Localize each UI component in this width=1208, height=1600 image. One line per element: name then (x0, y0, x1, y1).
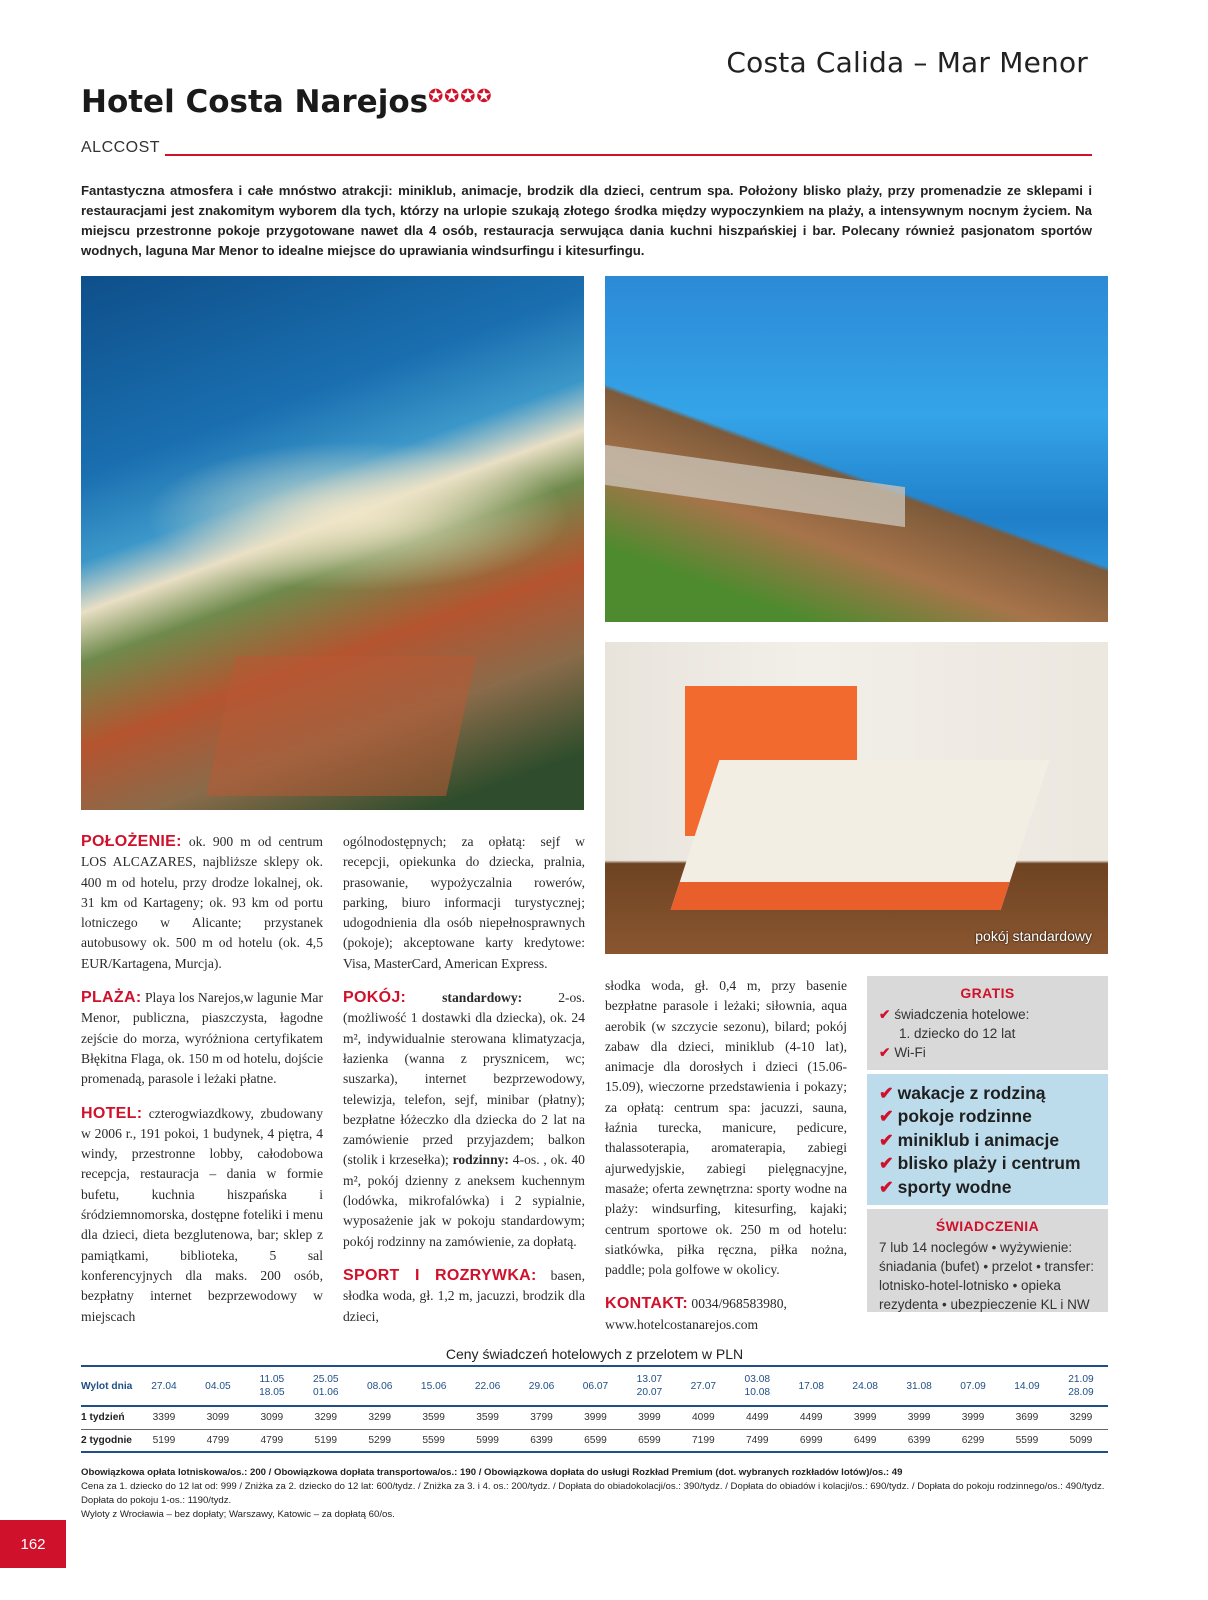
price-cell: 3599 (407, 1406, 461, 1429)
description-column-3 (605, 976, 847, 1349)
contact-section (605, 1294, 847, 1335)
price-cell: 5999 (461, 1429, 515, 1452)
price-cell: 7199 (676, 1429, 730, 1452)
location-text: ok. 900 m od centrum LOS ALCAZARES, najbliższe sklepy ok. 400 m od hotelu, przy drodze lokalnej, ok. 31 km od Kartageny; ok. 93 km od portu lotniczego w Alicante; przystanek autobusowy ok. 500 m od hotelu (ok. 4,5 EUR/Kartagena, Murcja). (81, 834, 323, 971)
price-row (81, 1429, 1108, 1452)
price-table-title: Ceny świadczeń hotelowych z przelotem w PLN (445, 1346, 744, 1362)
note-line-1: Obowiązkowa opłata lotniskowa/os.: 200 / Obowiązkowa dopłata transportowa/os.: 190 / Obowiązkowa dopłata do usługi Rozkład Premium (dot. wybranych rozkładów lotów)/os.: 49 (81, 1467, 903, 1478)
services-text: 7 lub 14 noclegów • wyżywienie: śniadania (bufet) • przelot • transfer: lotnisko-hotel-lotnisko • opieka rezydenta • ubezpieczenie KL i NW (879, 1240, 1095, 1312)
sport-section-continued: słodka woda, gł. 0,4 m, przy basenie bezpłatne parasole i leżaki; siłownia, aqua aerobik (w szczycie sezonu), bilard; pokój zabaw dla dzieci, miniklub (4-10 lat), animacje dla dorosłych i dzieci (15.06-15.09), wieczorne przedstawienia i pokazy; za opłatą: centrum spa: jacuzzi, sauna, łaźnia turecka, manicure, pedicure, thalassoterapia, aromaterapia, zabiegi ajurwedyjskie, zabiegi pielęgnacyjne, masaże; oferta zewnętrzna: sporty wodne na plaży: windsurfing, kitesurfing, kajaki; centrum sportowe ok. 250 m od hotelu: siatkówka, piłka ręczna, piłka nożna, paddle; pola golfowe w okolicy. (605, 978, 847, 1278)
departure-date: 24.08 (852, 1380, 878, 1392)
pool-photo (605, 276, 1108, 622)
price-table (81, 1365, 1108, 1453)
price-cell: 7499 (730, 1429, 784, 1452)
features-box (867, 1074, 1108, 1205)
feature-label: wakacje z rodziną (897, 1083, 1046, 1103)
checkmark-icon: ✔ (879, 1106, 894, 1127)
gratis-heading: GRATIS (960, 985, 1015, 1001)
room-photo-caption: pokój standardowy (975, 928, 1092, 944)
room-standard-label: standardowy: (442, 990, 523, 1006)
gratis-line-2: 1. dziecko do 12 lat (899, 1026, 1016, 1041)
departure-date: 27.04 (151, 1380, 177, 1392)
price-notes (81, 1466, 1108, 1522)
hotel-label: HOTEL: (81, 1104, 143, 1122)
gratis-box (867, 976, 1108, 1070)
price-table-body (81, 1406, 1108, 1452)
price-cell: 5199 (299, 1429, 353, 1452)
departure-date-header (191, 1366, 245, 1406)
departure-date-header (299, 1366, 353, 1406)
departure-date-header (838, 1366, 892, 1406)
title-divider (165, 154, 1092, 156)
departure-date-header (622, 1366, 676, 1406)
gratis-line-3: Wi-Fi (894, 1045, 926, 1060)
departure-date-header (1000, 1366, 1054, 1406)
sport-section (343, 1266, 585, 1327)
price-cell: 6399 (515, 1429, 569, 1452)
room-standard-text: 2-os. (możliwość 1 dostawki dla dziecka), ok. 24 m², indywidualnie sterowana klimatyzacja, łazienka (wanna z prysznicem, wc; suszarka), internet bezprzewodowy, telewizja, telefon, sejf, minibar (płatny); bezpłatne łóżeczko dla dziecka do 2 lat na zamówienie przed przyjazdem; balkon (stolik i krzesełka); (343, 990, 585, 1168)
departure-date-header (515, 1366, 569, 1406)
departure-date: 17.08 (798, 1380, 824, 1392)
sport-label: SPORT I ROZRYWKA: (343, 1266, 537, 1284)
star-rating-icon: ✪✪✪✪ (428, 86, 493, 107)
departure-date: 29.06 (528, 1380, 555, 1392)
feature-label: sporty wodne (897, 1176, 1012, 1197)
gratis-line-1: świadczenia hotelowe: (894, 1007, 1030, 1022)
feature-item (879, 1152, 1096, 1175)
checkmark-icon: ✔ (879, 1045, 891, 1060)
feature-item (879, 1176, 1096, 1199)
checkmark-icon: ✔ (879, 1083, 894, 1103)
bed-shape (671, 760, 1050, 910)
price-cell: 3999 (622, 1406, 676, 1429)
description-column-2 (343, 832, 585, 1341)
room-section (343, 988, 585, 1252)
stay-length-label: 1 tydzień (81, 1406, 137, 1429)
room-family-label: rodzinny: (452, 1152, 509, 1168)
departure-date-header (353, 1366, 407, 1406)
price-cell: 6599 (569, 1429, 623, 1452)
page-number: 162 (0, 1520, 66, 1568)
price-cell: 3999 (569, 1406, 623, 1429)
room-label: POKÓJ: (343, 989, 407, 1007)
services-heading: ŚWIADCZENIA (935, 1218, 1040, 1234)
departure-date-header (569, 1366, 623, 1406)
beach-section (81, 988, 323, 1089)
departure-date: 22.06 (474, 1380, 501, 1392)
price-cell: 3399 (137, 1406, 191, 1429)
departure-date-header (245, 1366, 299, 1406)
aerial-beach-photo (81, 276, 584, 810)
price-row (81, 1406, 1108, 1429)
beach-text: Playa los Narejos,w lagunie Mar Menor, publiczna, piaszczysta, łagodne zejście do morza, wyróżniona certyfikatem Błękitna Flaga, ok. 150 m od hotelu, dojście promenadą, parasole i leżaki płatne. (81, 990, 323, 1087)
departure-date-header (730, 1366, 784, 1406)
price-cell: 4499 (784, 1406, 838, 1429)
sport-text: basen, słodka woda, gł. 1,2 m, jacuzzi, brodzik dla dzieci, (343, 1267, 585, 1324)
departure-date-header (946, 1366, 1000, 1406)
departure-date-alt: 18.05 (259, 1387, 285, 1398)
price-cell: 5199 (137, 1429, 191, 1452)
room-photo (605, 642, 1108, 954)
contact-label: KONTAKT: (605, 1295, 688, 1313)
price-cell: 6999 (784, 1429, 838, 1452)
departure-date: 31.08 (906, 1380, 932, 1392)
hotel-section-continued: ogólnodostępnych; za opłatą: sejf w recepcji, opiekunka do dziecka, pralnia, prasowanie, wypożyczalnia rowerów, parking, biuro informacji turystycznej; udogodnienia dla osób niepełnosprawnych (pokoje); akceptowane karty kredytowe: Visa, MasterCard, American Express. (343, 834, 585, 971)
departure-date: 06.07 (582, 1380, 609, 1392)
feature-label: pokoje rodzinne (897, 1106, 1032, 1127)
stay-length-label: 2 tygodnie (81, 1429, 137, 1452)
price-cell: 5299 (353, 1429, 407, 1452)
region-title: Costa Calida – Mar Menor (726, 46, 1088, 79)
departure-date: 07.09 (960, 1380, 986, 1392)
departure-date-header (137, 1366, 191, 1406)
departure-date: 15.06 (420, 1380, 447, 1392)
departure-date: 21.09 (1068, 1374, 1094, 1385)
departure-date-header (461, 1366, 515, 1406)
price-cell: 4799 (191, 1429, 245, 1452)
checkmark-icon: ✔ (879, 1007, 891, 1022)
beach-label: PLAŻA: (81, 989, 142, 1007)
location-section (81, 832, 323, 974)
price-cell: 4099 (676, 1406, 730, 1429)
hotel-title (81, 84, 492, 120)
departure-date-alt: 01.06 (313, 1387, 339, 1398)
price-cell: 3599 (461, 1406, 515, 1429)
price-table-header-row (81, 1366, 1108, 1406)
departure-date-header (784, 1366, 838, 1406)
location-label: POŁOŻENIE: (81, 833, 182, 850)
price-cell: 6499 (838, 1429, 892, 1452)
note-line-3: Dopłata do pokoju 1-os.: 1190/tydz. (81, 1495, 232, 1506)
price-cell: 3099 (191, 1406, 245, 1429)
contact-phone: 0034/968583980, (691, 1296, 787, 1312)
hotel-text: czterogwiazdkowy, zbudowany w 2006 r., 191 pokoi, 1 budynek, 4 piętra, 4 windy, przestronne lobby, całodobowa recepcja, restauracja – dania w formie bufetu, kuchnia hiszpańska i śródziemnomorska, dostępne foteliki i menu dla dzieci, dieta bezglutenowa, bar; sklep z pamiątkami, biblioteka, 5 sal konferencyjnych dla maks. 200 osób, bezpłatny internet bezprzewodowy w miejscach (81, 1105, 323, 1324)
price-cell: 5599 (407, 1429, 461, 1452)
feature-label: blisko plaży i centrum (897, 1153, 1081, 1174)
note-line-2: Cena za 1. dziecko do 12 lat od: 999 / Zniżka za 2. dziecko do 12 lat: 600/tydz. / Zniżka za 3. i 4. os.: 200/tydz. / Dopłata do obiadokolacji/os.: 390/tydz. / Dopłata do obiadów i kolacji/os.: 690/tydz. / Dopłata do pokoju rodzinnego/os.: 490/tydz. (81, 1481, 1105, 1492)
price-cell: 4799 (245, 1429, 299, 1452)
departure-date: 13.07 (636, 1374, 663, 1385)
departure-date-header (676, 1366, 730, 1406)
price-cell: 3999 (838, 1406, 892, 1429)
departure-date: 14.09 (1014, 1380, 1040, 1392)
price-cell: 5099 (1054, 1429, 1108, 1452)
services-box (867, 1209, 1108, 1312)
contact-website: www.hotelcostanarejos.com (605, 1316, 759, 1332)
feature-item (879, 1129, 1096, 1152)
price-cell: 3799 (515, 1406, 569, 1429)
departure-date-header (892, 1366, 946, 1406)
hotel-name: Hotel Costa Narejos (81, 84, 429, 120)
gratis-subitem (879, 1024, 1096, 1043)
price-cell: 6299 (946, 1429, 1000, 1452)
gratis-item (879, 1043, 1096, 1062)
price-cell: 3999 (946, 1406, 1000, 1429)
price-cell: 3999 (892, 1406, 946, 1429)
departure-date-alt: 28.09 (1068, 1387, 1094, 1398)
departure-date-header (1054, 1366, 1108, 1406)
departure-date: 08.06 (366, 1380, 393, 1392)
price-cell: 3299 (1054, 1406, 1108, 1429)
price-cell: 5599 (1000, 1429, 1054, 1452)
description-column-1 (81, 832, 323, 1341)
price-cell: 3099 (245, 1406, 299, 1429)
feature-label: miniklub i animacje (897, 1129, 1060, 1150)
checkmark-icon: ✔ (879, 1176, 894, 1197)
departure-date: 25.05 (313, 1374, 339, 1385)
price-cell: 6399 (892, 1429, 946, 1452)
hotel-operator-code: ALCCOST (81, 139, 161, 156)
price-cell: 4499 (730, 1406, 784, 1429)
feature-item (879, 1105, 1096, 1128)
checkmark-icon: ✔ (879, 1153, 894, 1174)
gratis-item (879, 1005, 1096, 1024)
checkmark-icon: ✔ (879, 1129, 894, 1150)
departure-date: 11.05 (259, 1374, 285, 1385)
departure-date: 04.05 (205, 1380, 231, 1392)
feature-item (879, 1082, 1096, 1105)
departure-date: 03.08 (744, 1374, 771, 1385)
departure-date: 27.07 (690, 1380, 717, 1392)
price-cell: 3699 (1000, 1406, 1054, 1429)
room-family-text: 4-os. , ok. 40 m², pokój dzienny z aneksem kuchennym (lodówka, mikrofalówka) i 2 sypialnie, wyposażenie jak w pokoju standardowym; pokój rodzinny na zamówienie, za dopłatą. (343, 1152, 585, 1249)
intro-paragraph: Fantastyczna atmosfera i całe mnóstwo atrakcji: miniklub, animacje, brodzik dla dzieci, centrum spa. Położony blisko plaży, przy promenadzie ze sklepami i restauracjami jest znakomitym wyborem dla tych, którzy na urlopie szukają złotego środka między wypoczynkiem na plaży, a intensywnym nocnym życiem. Na miejscu przestronne pokoje przygotowane nawet dla 4 osób, restauracja serwująca dania kuchni hiszpańskiej i bar. Polecany również pasjonatom sportów wodnych, laguna Mar Menor to idealne miejsce do uprawiania windsurfingu i kitesurfingu. (81, 183, 1092, 258)
price-cell: 3299 (353, 1406, 407, 1429)
departure-date-alt: 10.08 (744, 1387, 771, 1398)
note-line-4: Wyloty z Wrocławia – bez dopłaty; Warszawy, Katowic – za dopłatą 60/os. (81, 1509, 395, 1520)
price-cell: 3299 (299, 1406, 353, 1429)
departure-header: Wylot dnia (81, 1366, 137, 1406)
hotel-section (81, 1104, 323, 1327)
price-cell: 6599 (622, 1429, 676, 1452)
departure-date-header (407, 1366, 461, 1406)
departure-date-alt: 20.07 (636, 1387, 663, 1398)
